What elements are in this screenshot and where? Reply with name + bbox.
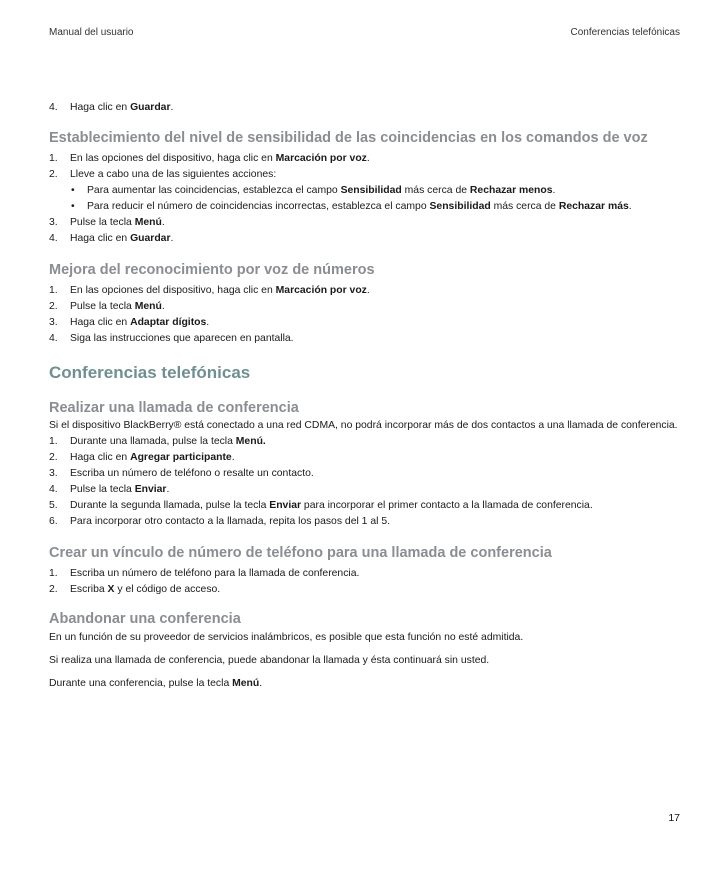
list-item: 1. Escriba un número de teléfono para la llamada de conferencia.: [49, 568, 360, 579]
list-item: 4. Siga las instrucciones que aparecen en pantalla.: [49, 333, 294, 344]
list-item: 4. Haga clic en Guardar.: [49, 233, 174, 244]
list-item: 1. En las opciones del dispositivo, haga clic en Marcación por voz.: [49, 285, 370, 296]
list-item: 2. Pulse la tecla Menú.: [49, 301, 165, 312]
page-number: 17: [668, 812, 680, 824]
paragraph: En un función de su proveedor de servicios inalámbricos, es posible que esta función no esté admitida.: [49, 632, 524, 643]
step-number: 4.: [49, 102, 58, 113]
list-item: 2. Lleve a cabo una de las siguientes acciones:: [49, 169, 277, 180]
bullet-item: • Para reducir el número de coincidencias incorrectas, establezca el campo Sensibilidad más cerca de Rechazar más.: [49, 199, 689, 215]
list-item: 6. Para incorporar otro contacto a la llamada, repita los pasos del 1 al 5.: [49, 516, 390, 527]
list-item: 1. Durante una llamada, pulse la tecla Menú.: [49, 436, 266, 447]
list-item: 4. Haga clic en Guardar.: [49, 100, 689, 116]
list-item: 2. Escriba X y el código de acceso.: [49, 584, 221, 595]
list-item: 3. Escriba un número de teléfono o resalte un contacto.: [49, 468, 314, 479]
intro-paragraph: Si el dispositivo BlackBerry® está conectado a una red CDMA, no podrá incorporar más de dos contactos a una llamada de conferencia.: [49, 420, 678, 431]
list-item: 1. En las opciones del dispositivo, haga clic en Marcación por voz.: [49, 153, 370, 164]
running-header-right: Conferencias telefónicas: [570, 27, 680, 38]
bullet-item: • Para aumentar las coincidencias, establezca el campo Sensibilidad más cerca de Rechazar menos.: [49, 183, 689, 199]
section-heading-sensibilidad: Establecimiento del nivel de sensibilidad de las coincidencias en los comandos de voz: [49, 130, 648, 146]
paragraph: Si realiza una llamada de conferencia, puede abandonar la llamada y ésta continuará sin usted.: [49, 655, 490, 666]
paragraph: Durante una conferencia, pulse la tecla Menú.: [49, 678, 263, 689]
list-item: 3. Pulse la tecla Menú.: [49, 217, 165, 228]
list-item: 3. Haga clic en Adaptar dígitos.: [49, 317, 210, 328]
page-content: [49, 100, 689, 692]
section-heading-vinculo: Crear un vínculo de número de teléfono para una llamada de conferencia: [49, 545, 552, 561]
list-item: 2. Haga clic en Agregar participante.: [49, 452, 235, 463]
running-header-left: Manual del usuario: [49, 27, 134, 38]
section-heading-abandonar: Abandonar una conferencia: [49, 611, 241, 627]
chapter-heading: Conferencias telefónicas: [49, 363, 251, 382]
bullet-icon: •: [71, 201, 75, 212]
bullet-icon: •: [71, 185, 75, 196]
section-heading-conferencia: Realizar una llamada de conferencia: [49, 400, 299, 416]
section-heading-numeros: Mejora del reconocimiento por voz de números: [49, 262, 375, 278]
list-item: 5. Durante la segunda llamada, pulse la tecla Enviar para incorporar el primer contacto a la llamada de conferencia.: [49, 500, 593, 511]
list-item: 4. Pulse la tecla Enviar.: [49, 484, 170, 495]
